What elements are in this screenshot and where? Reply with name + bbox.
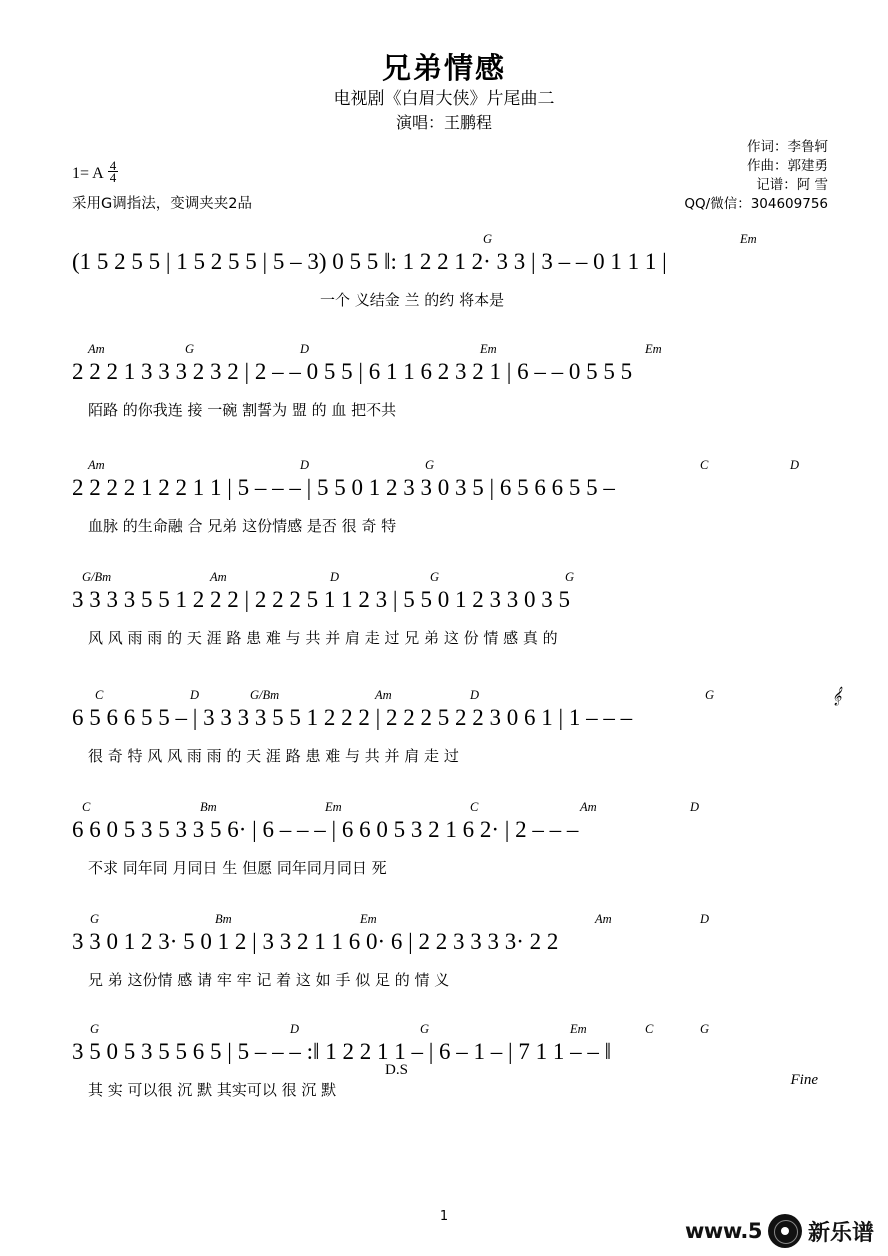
chord-symbol: D — [300, 458, 310, 472]
time-signature — [108, 160, 119, 183]
notation-row-8: 3 5 0 5 3 5 5 6 5 | 5 – – – :‖ 1 2 2 1 1 – | 6 – 1 – | 7 1 1 – – ‖ — [72, 1039, 612, 1064]
chord-symbol: G/Bm — [250, 688, 280, 702]
chord-symbol: Bm — [200, 800, 217, 814]
lyric-row-4: 风 风 雨 雨 的 天 涯 路 患 难 与 共 并 肩 走 过 兄 弟 这 份 情 感 真 的 — [88, 629, 558, 647]
music-system-3 — [0, 458, 888, 543]
notation-row-4: 3 3 3 3 5 5 1 2 2 2 | 2 2 2 5 1 1 2 3 | 5 5 0 1 2 3 3 0 3 5 — [72, 587, 570, 612]
chord-symbol: D — [470, 688, 480, 702]
chord-row-8 — [0, 1022, 888, 1039]
music-system-2 — [0, 342, 888, 427]
chord-symbol: G — [185, 342, 195, 356]
chord-symbol: G — [705, 688, 715, 702]
disc-icon — [768, 1214, 802, 1248]
chord-symbol: D — [700, 912, 710, 926]
capo-note: 采用G调指法，变调夹夹2品 — [72, 196, 252, 212]
chord-symbol: Am — [88, 342, 105, 356]
chord-row-6 — [0, 800, 888, 817]
watermark — [685, 1214, 874, 1248]
chord-symbol: Am — [580, 800, 597, 814]
chord-symbol: Am — [375, 688, 392, 702]
chord-row-1 — [0, 232, 888, 249]
key-label: 1= A — [72, 165, 104, 182]
dal-segno-icon: 𝄞 — [832, 688, 842, 705]
credits-block — [684, 138, 828, 214]
lyric-row-8: 其 实 可以很 沉 默 其实可以 很 沉 默 — [88, 1081, 337, 1099]
chord-symbol: C — [645, 1022, 654, 1036]
chord-row-2 — [0, 342, 888, 359]
chord-symbol: G — [483, 232, 493, 246]
chord-symbol: C — [95, 688, 104, 702]
page-title: 兄弟情感 — [381, 51, 506, 85]
music-system-4 — [0, 570, 888, 655]
lyric-row-1: 一个 义结金 兰 的约 将本是 — [320, 291, 505, 309]
chord-symbol: D — [690, 800, 700, 814]
chord-symbol: C — [470, 800, 479, 814]
chord-symbol: D — [330, 570, 340, 584]
key-signature — [72, 160, 118, 183]
music-system-7 — [0, 912, 888, 997]
chord-symbol: C — [82, 800, 91, 814]
chord-symbol: Am — [210, 570, 227, 584]
music-system-8 — [0, 1022, 888, 1107]
subtitle-source: 电视剧《白眉大侠》片尾曲二 — [333, 89, 555, 109]
chord-symbol: Em — [645, 342, 662, 356]
chord-symbol: D — [300, 342, 310, 356]
notation-row-5: 6 5 6 6 5 5 – | 3 3 3 3 5 5 1 2 2 2 | 2 2 2 5 2 2 3 0 6 1 | 1 – – – — [72, 705, 633, 730]
chord-symbol: D — [790, 458, 800, 472]
chord-symbol: G — [90, 912, 100, 926]
chord-symbol: G — [700, 1022, 710, 1036]
chord-symbol: Am — [88, 458, 105, 472]
fine-marking: Fine — [790, 1072, 818, 1088]
chord-symbol: Em — [740, 232, 757, 246]
music-system-1 — [0, 232, 888, 317]
chord-symbol: G — [420, 1022, 430, 1036]
notation-row-2: 2 2 2 1 3 3 3 2 3 2 | 2 – – 0 5 5 | 6 1 1 6 2 3 2 1 | 6 – – 0 5 5 5 — [72, 359, 633, 384]
credit-composer: 作曲：郭建勇 — [747, 158, 828, 174]
lyric-row-6: 不求 同年同 月同日 生 但愿 同年同月同日 死 — [88, 859, 387, 877]
credit-transcriber: 记谱：阿 雪 — [756, 177, 828, 193]
chord-symbol: Em — [360, 912, 377, 926]
chord-row-4 — [0, 570, 888, 587]
subtitle-singer: 演唱：王鹏程 — [395, 113, 492, 132]
chord-symbol: Am — [595, 912, 612, 926]
chord-row-5 — [0, 688, 888, 705]
chord-symbol: Em — [325, 800, 342, 814]
notation-row-1: (1 5 2 5 5 | 1 5 2 5 5 | 5 – 3) 0 5 5 ‖: 1 2 2 1 2· 3 3 | 3 – – 0 1 1 1 | — [72, 249, 667, 274]
chord-symbol: C — [700, 458, 709, 472]
time-signature-denominator: 4 — [109, 170, 117, 185]
chord-symbol: G — [430, 570, 440, 584]
chord-symbol: D — [190, 688, 200, 702]
credit-contact: QQ/微信：304609756 — [684, 196, 828, 212]
lyric-row-3: 血脉 的生命融 合 兄弟 这份情感 是否 很 奇 特 — [88, 517, 397, 535]
music-system-5 — [0, 688, 888, 773]
chord-symbol: Em — [570, 1022, 587, 1036]
lyric-row-5: 很 奇 特 风 风 雨 雨 的 天 涯 路 患 难 与 共 并 肩 走 过 — [88, 747, 459, 765]
notation-row-6: 6 6 0 5 3 5 3 3 5 6· | 6 – – – | 6 6 0 5 3 2 1 6 2· | 2 – – – — [72, 817, 579, 842]
chord-row-7 — [0, 912, 888, 929]
music-system-6 — [0, 800, 888, 885]
chord-symbol: Bm — [215, 912, 232, 926]
chord-row-3 — [0, 458, 888, 475]
chord-symbol: Em — [480, 342, 497, 356]
lyric-row-2: 陌路 的你我连 接 一碗 割誓为 盟 的 血 把不共 — [88, 401, 397, 419]
credit-lyricist: 作词：李鲁轲 — [747, 139, 828, 155]
ds-marking: D.S — [385, 1062, 408, 1078]
notation-row-7: 3 3 0 1 2 3· 5 0 1 2 | 3 3 2 1 1 6 0· 6 | 2 2 3 3 3 3· 2 2 — [72, 929, 559, 954]
chord-symbol: D — [290, 1022, 300, 1036]
notation-row-3: 2 2 2 2 1 2 2 1 1 | 5 – – – | 5 5 0 1 2 3 3 0 3 5 | 6 5 6 6 5 5 – — [72, 475, 615, 500]
lyric-row-7: 兄 弟 这份情 感 请 牢 牢 记 着 这 如 手 似 足 的 情 义 — [88, 971, 450, 989]
chord-symbol: G — [565, 570, 575, 584]
watermark-brand: 新乐谱 — [807, 1220, 874, 1246]
chord-symbol: G — [425, 458, 435, 472]
page-number: 1 — [439, 1209, 449, 1224]
chord-symbol: G — [90, 1022, 100, 1036]
chord-symbol: G/Bm — [82, 570, 112, 584]
time-signature-numerator: 4 — [109, 158, 117, 173]
watermark-url: www.5 — [685, 1219, 762, 1243]
